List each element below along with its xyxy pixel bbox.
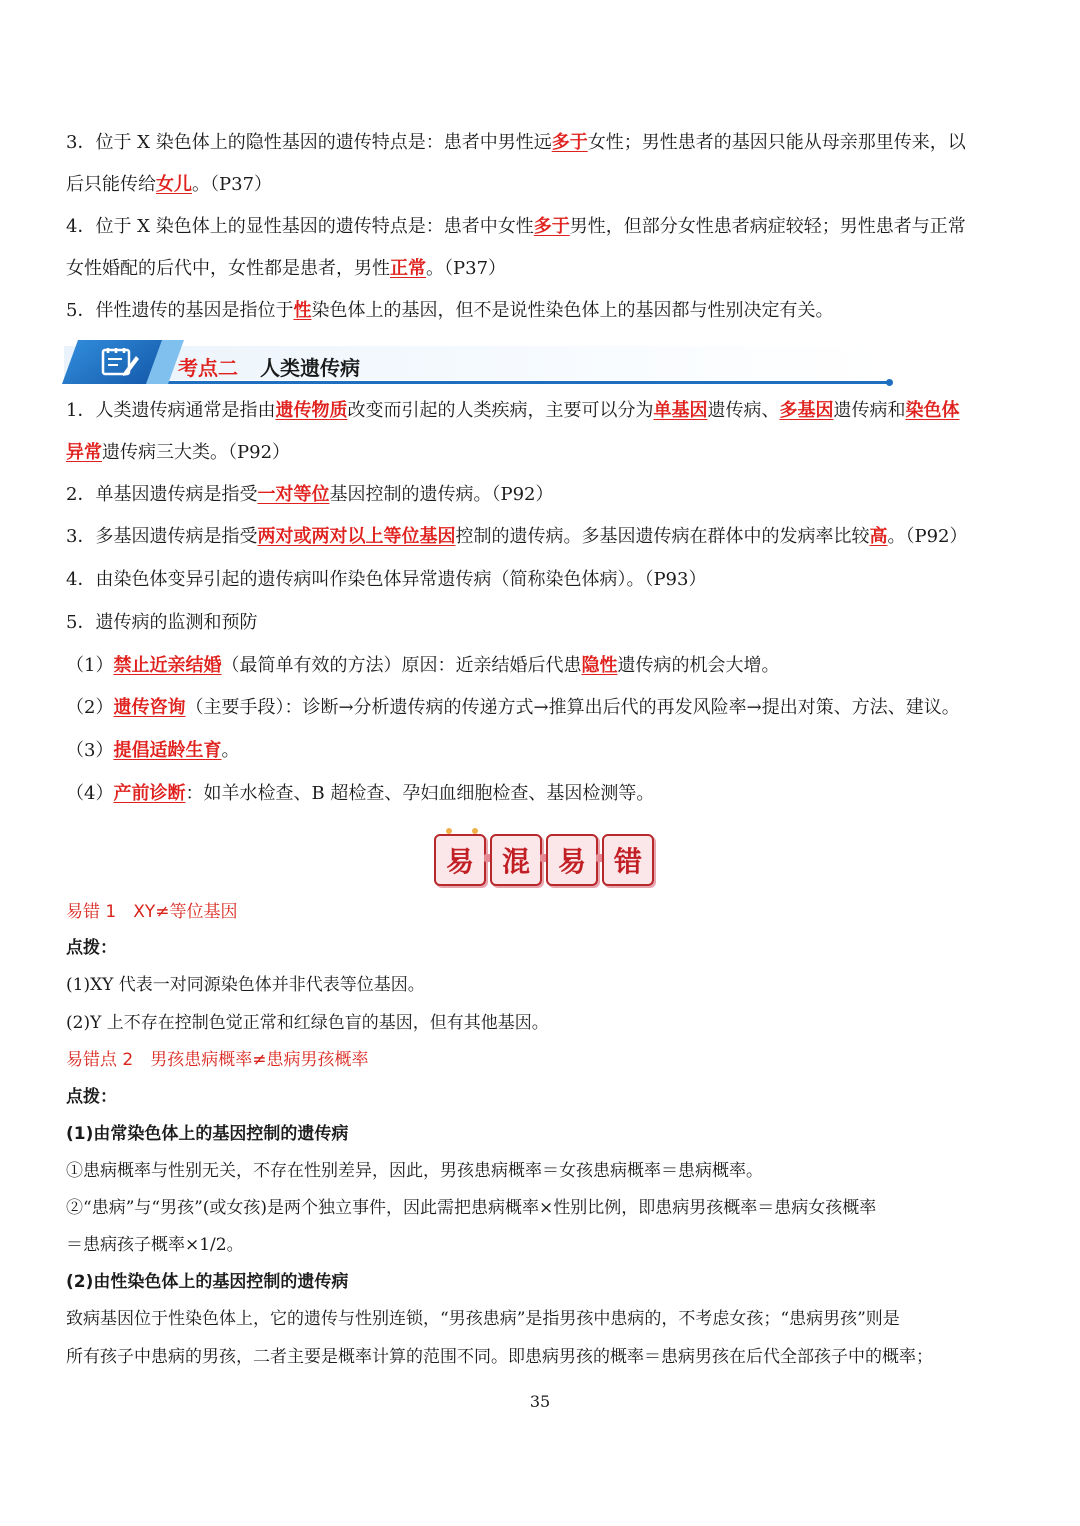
text-span: 男性，但部分女性患者病症较轻；男性患者与正常 xyxy=(569,216,966,237)
header-rule xyxy=(64,381,890,384)
answer-highlight: 女儿 xyxy=(156,174,192,195)
text-span: 遗传病和 xyxy=(833,400,906,421)
text-line xyxy=(66,695,1016,721)
subheading: (2)由性染色体上的基因控制的遗传病 xyxy=(66,1272,349,1292)
header-dot xyxy=(886,379,893,386)
text-span: 。 xyxy=(221,740,240,761)
banner-tile: 混 xyxy=(490,834,542,886)
text-span: （主要手段）：诊断→分析遗传病的传递方式→推算出后代的再发风险率→提出对策、方法、建议。 xyxy=(185,697,960,718)
text-line: 所有孩子中患病的男孩，二者主要是概率计算的范围不同。即患病男孩的概率＝患病男孩在后代全部孩子中的概率； xyxy=(66,1347,933,1367)
text-span: 3．位于 X 染色体上的隐性基因的遗传特点是：患者中男性远 xyxy=(66,132,552,153)
answer-highlight: 单基因 xyxy=(653,400,708,421)
text-span: 。（P37） xyxy=(426,258,507,279)
text-span: 基因控制的遗传病。（P92） xyxy=(329,484,554,505)
text-span: 染色体上的基因，但不是说性染色体上的基因都与性别决定有关。 xyxy=(311,300,834,321)
text-span: （2） xyxy=(66,697,114,718)
text-span: （1） xyxy=(66,655,114,676)
text-span: 改变而引起的人类疾病，主要可以分为 xyxy=(347,400,654,421)
answer-highlight: 多于 xyxy=(533,216,570,237)
answer-highlight: 提倡适龄生育 xyxy=(113,740,222,761)
text-span: 。（P92） xyxy=(887,526,968,547)
text-line xyxy=(66,298,1016,324)
text-span: 女性婚配的后代中，女性都是患者，男性 xyxy=(66,258,390,279)
text-span: 后只能传给 xyxy=(66,174,156,195)
text-span: （3） xyxy=(66,740,114,761)
text-line xyxy=(66,482,1016,508)
subheading: (1)由常染色体上的基因控制的遗传病 xyxy=(66,1124,349,1144)
page-number: 35 xyxy=(529,1392,551,1411)
answer-highlight: 多基因 xyxy=(779,400,834,421)
text-span: 遗传病三大类。（P92） xyxy=(102,442,291,463)
text-line xyxy=(66,653,1016,679)
text-span: 5．伴性遗传的基因是指位于 xyxy=(66,300,294,321)
answer-highlight: 异常 xyxy=(66,442,102,463)
text-span: 1．人类遗传病通常是指由 xyxy=(66,400,276,421)
text-line: 致病基因位于性染色体上，它的遗传与性别连锁，“男孩患病”是指男孩中患病的，不考虑女孩；“患病男孩”则是 xyxy=(66,1309,900,1329)
hint-label: 点拨： xyxy=(66,938,117,958)
error-prone-banner xyxy=(432,828,654,888)
banner-tile: 易 xyxy=(434,834,486,886)
answer-highlight: 多于 xyxy=(551,132,588,153)
text-span: （最简单有效的方法）原因：近亲结婚后代患 xyxy=(221,655,582,676)
text-line: (2)Y 上不存在控制色觉正常和红绿色盲的基因，但有其他基因。 xyxy=(66,1013,549,1033)
section-header xyxy=(64,340,894,388)
banner-tile: 易 xyxy=(546,834,598,886)
text-span: 女性；男性患者的基因只能从母亲那里传来，以 xyxy=(587,132,966,153)
hint-label: 点拨： xyxy=(66,1087,117,1107)
section-tag: 考点二 xyxy=(178,356,238,380)
text-span: 2．单基因遗传病是指受 xyxy=(66,484,258,505)
text-line xyxy=(66,524,1016,550)
text-span: 4．位于 X 染色体上的显性基因的遗传特点是：患者中女性 xyxy=(66,216,534,237)
text-line: (1)XY 代表一对同源染色体并非代表等位基因。 xyxy=(66,975,425,995)
answer-highlight: 正常 xyxy=(390,258,426,279)
banner-tile: 错 xyxy=(602,834,654,886)
answer-highlight: 高 xyxy=(869,526,888,547)
text-span: ：如羊水检查、B 超检查、孕妇血细胞检查、基因检测等。 xyxy=(185,783,655,804)
answer-highlight: 两对或两对以上等位基因 xyxy=(257,526,456,547)
text-line xyxy=(66,440,1016,466)
text-line: ＝患病孩子概率×1/2。 xyxy=(66,1235,244,1255)
section-title: 人类遗传病 xyxy=(260,356,360,380)
text-span: 遗传病、 xyxy=(707,400,780,421)
error-title: 易错 1 XY≠等位基因 xyxy=(66,902,238,922)
text-line xyxy=(66,214,1016,240)
answer-highlight: 产前诊断 xyxy=(113,783,186,804)
text-span: （4） xyxy=(66,783,114,804)
text-span: 3．多基因遗传病是指受 xyxy=(66,526,258,547)
text-line xyxy=(66,781,1016,807)
answer-highlight: 遗传咨询 xyxy=(113,697,186,718)
text-line: ①患病概率与性别无关，不存在性别差异，因此，男孩患病概率＝女孩患病概率＝患病概率。 xyxy=(66,1161,763,1181)
text-span: 。（P37） xyxy=(192,174,273,195)
text-line: 4．由染色体变异引起的遗传病叫作染色体异常遗传病（简称染色体病）。（P93） xyxy=(66,569,707,590)
answer-highlight: 性 xyxy=(293,300,312,321)
text-line: 5．遗传病的监测和预防 xyxy=(66,612,258,633)
answer-highlight: 遗传物质 xyxy=(275,400,348,421)
text-line xyxy=(66,398,1016,424)
text-line xyxy=(66,738,1016,764)
text-line: ②“患病”与“男孩”(或女孩)是两个独立事件，因此需把患病概率×性别比例，即患病男孩概率＝患病女孩概率 xyxy=(66,1198,877,1218)
text-span: 控制的遗传病。多基因遗传病在群体中的发病率比较 xyxy=(455,526,870,547)
answer-highlight: 一对等位 xyxy=(257,484,330,505)
text-line xyxy=(66,172,1016,198)
text-line xyxy=(66,130,1016,156)
answer-highlight: 禁止近亲结婚 xyxy=(113,655,222,676)
answer-highlight: 染色体 xyxy=(905,400,960,421)
notepad-pencil-icon xyxy=(100,346,140,378)
text-span: 遗传病的机会大增。 xyxy=(617,655,780,676)
error-title: 易错点 2 男孩患病概率≠患病男孩概率 xyxy=(66,1050,369,1070)
text-line xyxy=(66,256,1016,282)
answer-highlight: 隐性 xyxy=(581,655,618,676)
